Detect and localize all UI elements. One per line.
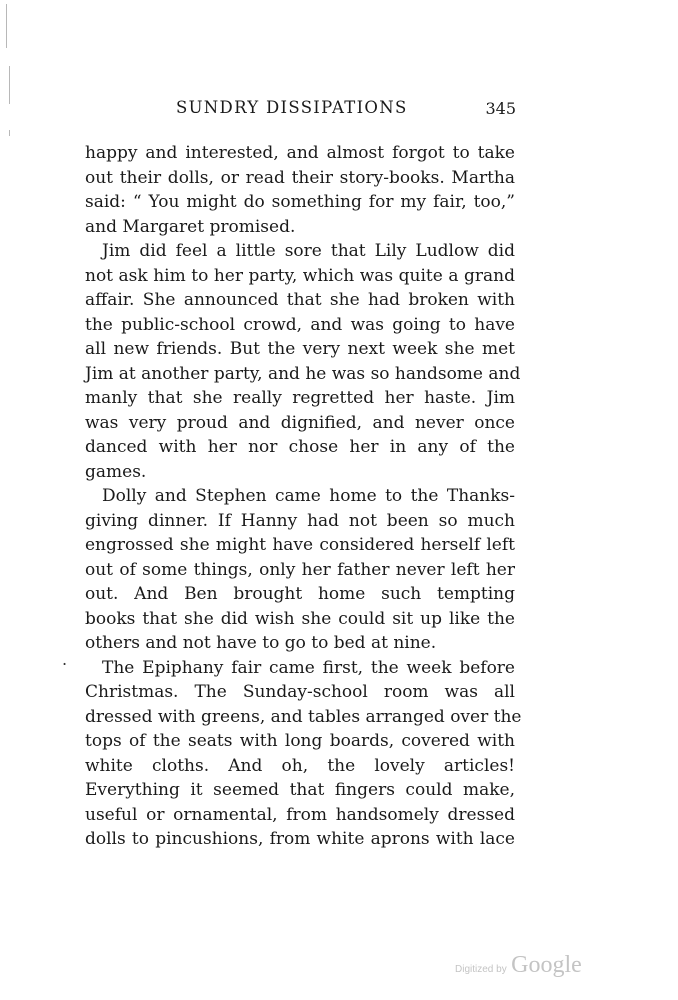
text-line: giving dinner. If Hanny had not been so much [85,510,515,531]
text-line: out. And Ben brought home such tempting [85,584,515,604]
text-line: engrossed she might have considered herself left [85,535,515,555]
text-line: not ask him to her party, which was quite a grand [85,265,515,286]
text-line: out of some things, only her father never left her [85,559,515,580]
text-line: Dolly and Stephen came home to the Thanks- [102,486,515,506]
text-line: dressed with greens, and tables arranged over the [85,706,522,727]
scan-edge-mark [6,4,7,48]
text-line: was very proud and dignified, and never once [85,412,515,433]
text-line: said: “ You might do something for my fair, too,” [85,192,515,212]
text-line: the public-school crowd, and was going to have [85,314,515,335]
page-header [168,98,516,126]
text-line: Jim did feel a little sore that Lily Ludlow did [102,241,515,261]
text-line: and Margaret promised. [85,216,296,237]
digitized-label: Digitized by [455,964,507,975]
text-line: The Epiphany fair came first, the week before [102,657,515,678]
scan-edge-mark [9,130,10,136]
text-line: happy and interested, and almost forgot to take [85,143,515,163]
text-line: Christmas. The Sunday-school room was all [85,682,515,702]
stray-mark: . [62,650,68,669]
text-line: dolls to pincushions, from white aprons with lace [85,829,515,849]
text-line: books that she did wish she could sit up like the [85,608,515,629]
text-line: others and not have to go to bed at nine. [85,633,437,653]
digitized-by-google-watermark [455,952,582,979]
text-line: danced with her nor chose her in any of the [85,437,515,457]
text-line: out their dolls, or read their story-books. Martha [85,167,515,188]
text-line: games. [85,461,147,482]
text-line: white cloths. And oh, the lovely articles! [85,755,515,776]
page-number: 345 [485,99,516,118]
scan-edge-mark [9,66,10,104]
text-line: manly that she really regretted her haste. Jim [85,388,515,408]
text-line: all new friends. But the very next week she met [85,339,515,359]
text-line: affair. She announced that she had broken with [85,290,515,310]
text-line: useful or ornamental, from handsomely dressed [85,804,515,825]
text-line: Everything it seemed that fingers could make, [85,780,515,800]
google-logo: Google [511,952,582,978]
running-title: SUNDRY DISSIPATIONS [176,98,408,117]
text-line: Jim at another party, and he was so handsome and [85,363,521,384]
text-line: tops of the seats with long boards, covered with [85,731,515,751]
body-text [85,141,522,852]
